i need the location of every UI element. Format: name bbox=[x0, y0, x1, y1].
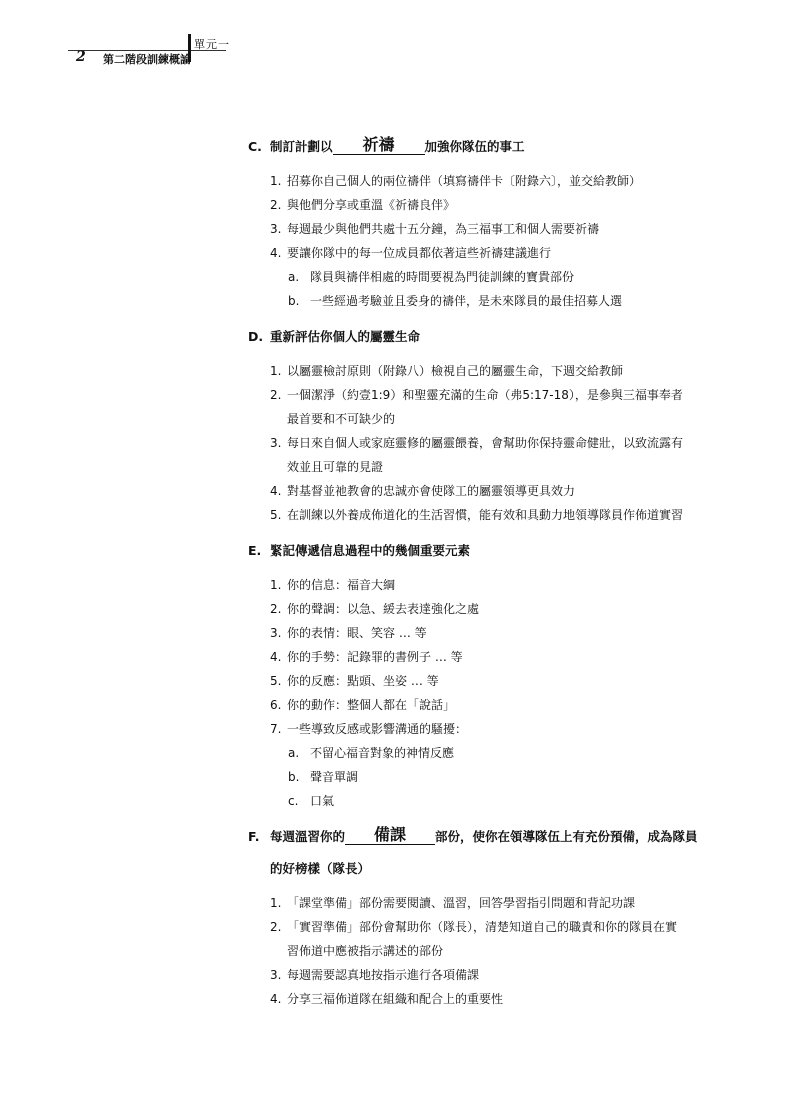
section-letter: E. bbox=[248, 543, 262, 558]
section-letter: D. bbox=[248, 329, 264, 344]
sub-list-item bbox=[248, 789, 728, 813]
list-item bbox=[248, 693, 728, 717]
section-f-heading-line2 bbox=[248, 857, 728, 881]
item-number: 3. bbox=[270, 436, 282, 450]
section-c-heading bbox=[248, 135, 728, 159]
item-text: 每週需要認真地按指示進行各項備課 bbox=[287, 968, 480, 982]
item-text: 你的手勢：記錄罪的書例子 … 等 bbox=[287, 650, 463, 664]
item-text: 你的信息：福音大綱 bbox=[287, 578, 396, 592]
list-item bbox=[248, 383, 728, 431]
item-number: 5. bbox=[270, 674, 282, 688]
list-item bbox=[248, 573, 728, 597]
section-c-title-post: 加強你隊伍的事工 bbox=[424, 139, 525, 154]
sub-item-letter: a. bbox=[288, 270, 300, 284]
list-item bbox=[248, 169, 728, 193]
item-number: 2. bbox=[270, 602, 282, 616]
section-c-title-pre: 制訂計劃以 bbox=[270, 139, 333, 154]
item-text: 「課堂準備」部份需要閱讀、溫習，回答學習指引問題和背記功課 bbox=[287, 896, 636, 910]
list-item bbox=[248, 217, 728, 241]
item-text: 對基督並祂教會的忠誠亦會使隊工的屬靈領導更具效力 bbox=[287, 484, 576, 498]
list-item bbox=[248, 241, 728, 265]
list-item bbox=[248, 669, 728, 693]
item-text: 你的聲調：以急、緩去表達強化之處 bbox=[287, 602, 480, 616]
section-d-title: 重新評估你個人的屬靈生命 bbox=[270, 329, 421, 344]
item-number: 1. bbox=[270, 174, 282, 188]
list-item bbox=[248, 891, 728, 915]
item-text: 你的表情：眼、笑容 … 等 bbox=[287, 626, 427, 640]
item-text: 一個潔淨（約壹1:9）和聖靈充滿的生命（弗5:17-18），是參與三福事奉者 bbox=[287, 388, 683, 402]
item-text-continued: 習佈道中應被指示講述的部份 bbox=[287, 944, 444, 958]
item-text: 你的動作：整個人都在「說話」 bbox=[287, 698, 456, 712]
section-e-title: 緊記傳遞信息過程中的幾個重要元素 bbox=[270, 543, 471, 558]
item-text: 招募你自己個人的兩位禱伴（填寫禱伴卡〔附錄六〕，並交給教師） bbox=[287, 174, 642, 188]
item-text: 每週最少與他們共處十五分鐘，為三福事工和個人需要祈禱 bbox=[287, 222, 600, 236]
sub-item-letter: b. bbox=[288, 770, 300, 784]
page-number: 2 bbox=[76, 49, 86, 65]
list-item bbox=[248, 963, 728, 987]
header-unit-label: 單元一 bbox=[194, 38, 230, 51]
item-number: 4. bbox=[270, 484, 282, 498]
item-number: 5. bbox=[270, 508, 282, 522]
item-number: 4. bbox=[270, 992, 282, 1006]
list-item bbox=[248, 479, 728, 503]
section-c-fill-blank: 祈禱 bbox=[333, 136, 425, 155]
list-item bbox=[248, 359, 728, 383]
list-item bbox=[248, 597, 728, 621]
item-text: 要讓你隊中的每一位成員都依著這些祈禱建議進行 bbox=[287, 246, 552, 260]
item-text: 以屬靈檢討原則（附錄八）檢視自己的屬靈生命，下週交給教師 bbox=[287, 364, 624, 378]
header-title: 第二階段訓練概論 bbox=[103, 53, 191, 66]
item-text: 一些導致反感或影響溝通的騷擾： bbox=[287, 722, 468, 736]
sub-list-item bbox=[248, 765, 728, 789]
sub-item-text: 不留心福音對象的神情反應 bbox=[310, 746, 455, 760]
section-letter: C. bbox=[248, 139, 262, 154]
item-text: 在訓練以外養成佈道化的生活習慣，能有效和具動力地領導隊員作佈道實習 bbox=[287, 508, 684, 522]
item-text-continued: 最首要和不可缺少的 bbox=[287, 412, 396, 426]
list-item bbox=[248, 645, 728, 669]
section-f-title-pre: 每週溫習你的 bbox=[270, 829, 346, 844]
section-f-title-post: 部份，使你在領導隊伍上有充份預備，成為隊員 bbox=[435, 829, 698, 844]
section-e-heading bbox=[248, 539, 728, 563]
section-d bbox=[248, 325, 728, 527]
section-f-title-line2: 的好榜樣（隊長） bbox=[270, 861, 371, 876]
item-number: 1. bbox=[270, 364, 282, 378]
list-item bbox=[248, 717, 728, 741]
sub-list-item bbox=[248, 265, 728, 289]
item-number: 3. bbox=[270, 222, 282, 236]
section-c-title bbox=[270, 135, 525, 159]
section-d-heading bbox=[248, 325, 728, 349]
section-letter: F. bbox=[248, 829, 260, 844]
sub-item-letter: c. bbox=[288, 794, 299, 808]
list-item bbox=[248, 621, 728, 645]
page-content bbox=[248, 135, 728, 1011]
section-f bbox=[248, 825, 728, 1011]
item-number: 1. bbox=[270, 896, 282, 910]
item-text: 分享三福佈道隊在組織和配合上的重要性 bbox=[287, 992, 504, 1006]
sub-item-letter: a. bbox=[288, 746, 300, 760]
list-item bbox=[248, 915, 728, 963]
item-text: 「實習準備」部份會幫助你（隊長），清楚知道自己的職責和你的隊員在實 bbox=[287, 920, 678, 934]
section-f-fill-blank: 備課 bbox=[345, 826, 435, 845]
item-number: 1. bbox=[270, 578, 282, 592]
sub-list-item bbox=[248, 289, 728, 313]
section-f-title bbox=[270, 825, 698, 849]
sub-item-text: 口氣 bbox=[310, 794, 335, 808]
item-number: 6. bbox=[270, 698, 282, 712]
list-item bbox=[248, 503, 728, 527]
item-number: 2. bbox=[270, 198, 282, 212]
sub-item-text: 聲音單調 bbox=[310, 770, 359, 784]
item-text-continued: 效並且可靠的見證 bbox=[287, 460, 384, 474]
sub-item-letter: b. bbox=[288, 294, 300, 308]
list-item bbox=[248, 431, 728, 479]
item-number: 3. bbox=[270, 968, 282, 982]
item-text: 與他們分享或重溫《祈禱良伴》 bbox=[287, 198, 456, 212]
sub-item-text: 一些經過考驗並且委身的禱伴，是未來隊員的最佳招募人選 bbox=[310, 294, 623, 308]
item-text: 你的反應：點頭、坐姿 … 等 bbox=[287, 674, 439, 688]
list-item bbox=[248, 193, 728, 217]
item-number: 2. bbox=[270, 920, 282, 934]
list-item bbox=[248, 987, 728, 1011]
item-number: 4. bbox=[270, 650, 282, 664]
item-number: 4. bbox=[270, 246, 282, 260]
item-number: 7. bbox=[270, 722, 282, 736]
sub-list-item bbox=[248, 741, 728, 765]
running-header bbox=[0, 0, 794, 80]
item-text: 每日來自個人或家庭靈修的屬靈餵養，會幫助你保持靈命健壯，以致流露有 bbox=[287, 436, 684, 450]
item-number: 2. bbox=[270, 388, 282, 402]
sub-item-text: 隊員與禱伴相處的時間要視為門徒訓練的寶貴部份 bbox=[310, 270, 575, 284]
section-c bbox=[248, 135, 728, 313]
section-e bbox=[248, 539, 728, 813]
section-f-heading bbox=[248, 825, 728, 849]
item-number: 3. bbox=[270, 626, 282, 640]
